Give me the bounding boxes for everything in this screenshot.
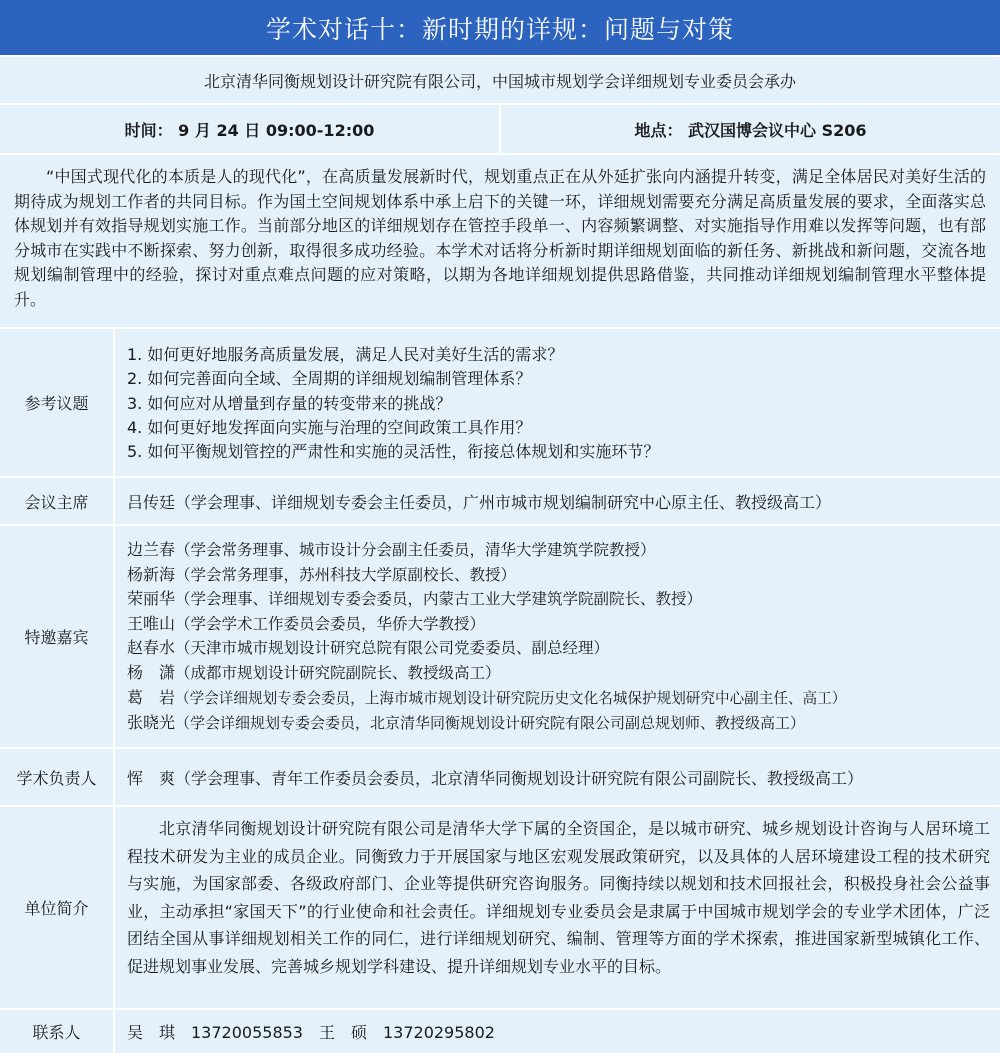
guest-item: [127, 612, 1000, 637]
contact-label: 联系人: [0, 1010, 115, 1053]
guest-desc: （学会理事、详细规划专委会委员，内蒙古工业大学建筑学院副院长、教授）: [175, 590, 703, 609]
guest-desc: （学会常务理事，苏州科技大学原副校长、教授）: [175, 565, 517, 584]
guest-desc: （学会常务理事、城市设计分会副主任委员，清华大学建筑学院教授）: [175, 541, 656, 559]
topic-item: 4. 如何更好地发挥面向实施与治理的空间政策工具作用？: [127, 417, 532, 437]
guest-desc: （学会详细规划专委会委员，上海市城市规划设计研究院历史文化名城保护规划研究中心副主任、高工）: [175, 689, 847, 707]
unit-intro-label: 单位简介: [0, 807, 115, 1008]
organizer-row: [0, 55, 1000, 103]
guest-name: 杨 潇: [127, 662, 176, 682]
chair-desc: （学会理事、详细规划专委会主任委员，广州市城市规划编制研究中心原主任、教授级高工）: [175, 492, 832, 512]
guest-desc: （天津市城市规划设计研究总院有限公司党委委员、副总经理）: [175, 639, 610, 658]
guest-name: 赵春水: [127, 638, 176, 658]
guest-name: 王唯山: [127, 613, 176, 633]
guest-item: [127, 711, 1000, 736]
chair-entry: [115, 478, 1000, 524]
summary-row: [0, 153, 1000, 327]
academic-lead-label: 学术负责人: [0, 749, 115, 805]
guest-item: [127, 563, 1000, 588]
guests-row: [0, 524, 1000, 747]
guest-item: [127, 587, 1000, 612]
guests-list: [115, 526, 1000, 747]
organizer-text: 北京清华同衡规划设计研究院有限公司，中国城市规划学会详细规划专业委员会承办: [203, 71, 796, 91]
topic-item: 5. 如何平衡规划管控的严肃性和实施的灵活性，衔接总体规划和实施环节？: [127, 442, 660, 462]
chair-name: 吕传廷: [127, 492, 176, 512]
unit-intro-row: [0, 805, 1000, 1008]
academic-lead-row: [0, 747, 1000, 805]
topics-list: [115, 329, 1000, 476]
guest-item: [127, 686, 1000, 712]
guest-name: 边兰春: [127, 540, 176, 559]
summary-paragraph: “中国式现代化的本质是人的现代化”，在高质量发展新时代，规划重点正在从外延扩张向内涵提升转变，满足全体居民对美好生活的期待成为规划工作者的共同目标。作为国土空间规划体系中承上启下的关键一环，详细规划需要充分满足高质量发展的要求，全面落实总体规划并有效指导规划实施工作。当前部分地区的详细规划存在管控手段单一、内容频繁调整、对实施指导作用难以发挥等问题，也有部分城市在实践中不断探索、努力创新，取得很多成功经验。本学术对话将分析新时期详细规划面临的新任务、新挑战和新问题，交流各地规划编制管理中的经验，探讨对重点难点问题的应对策略，以期为各地详细规划提供思路借鉴，共同推动详细规划编制管理水平整体提升。: [14, 167, 986, 309]
unit-intro-text: 北京清华同衡规划设计研究院有限公司是清华大学下属的全资国企，是以城市研究、城乡规划设计咨询与人居环境工程技术研发为主业的成员企业。同衡致力于开展国家与地区宏观发展政策研究，以及具体的人居环境建设工程的技术研究与实施，为国家部委、各级政府部门、企业等提供研究咨询服务。同衡持续以规划和技术回报社会，积极投身社会公益事业，主动承担“家国天下”的行业使命和社会责任。详细规划专业委员会是隶属于中国城市规划学会的专业学术团体，广泛团结全国从事详细规划相关工作的同仁，进行详细规划研究、编制、管理等方面的学术探索，推进国家新型城镇化工作、促进规划事业发展、完善城乡规划学科建设、提升详细规划专业水平的目标。: [127, 819, 990, 976]
topics-label: 参考议题: [0, 329, 115, 476]
academic-lead-desc: （学会理事、青年工作委员会委员，北京清华同衡规划设计研究院有限公司副院长、教授级高工）: [175, 768, 864, 788]
chair-row: [0, 476, 1000, 524]
guest-desc: （成都市规划设计研究院副院长、教授级高工）: [175, 663, 501, 682]
academic-lead-entry: [115, 749, 1000, 805]
topics-row: [0, 327, 1000, 476]
guests-label: 特邀嘉宾: [0, 526, 115, 747]
page-title: 学术对话十：新时期的详规：问题与对策: [0, 0, 1000, 55]
guest-desc: （学会详细规划专委会委员，北京清华同衡规划设计研究院有限公司副总规划师、教授级高工）: [175, 714, 806, 733]
topic-item: 2. 如何完善面向全域、全周期的详细规划编制管理体系？: [127, 369, 532, 389]
location-text: 地点： 武汉国博会议中心 S206: [499, 105, 1000, 153]
contact-row: [0, 1008, 1000, 1053]
guest-item: [127, 538, 1000, 563]
contact-text: 吴 琪 13720055853 王 硕 13720295802: [127, 1023, 495, 1042]
topic-item: 1. 如何更好地服务高质量发展，满足人民对美好生活的需求？: [127, 345, 564, 364]
time-text: 时间： 9 月 24 日 09:00-12:00: [124, 120, 375, 140]
chair-label: 会议主席: [0, 478, 115, 524]
academic-lead-name: 恽 爽: [127, 768, 176, 788]
guest-item: [127, 661, 1000, 686]
guest-item: [127, 636, 1000, 661]
guest-name: 杨新海: [127, 564, 176, 584]
time-location-row: [0, 103, 1000, 153]
guest-name: 葛 岩: [127, 687, 176, 707]
guest-name: 张晓光: [127, 713, 176, 733]
guest-desc: （学会学术工作委员会委员，华侨大学教授）: [175, 614, 486, 633]
topic-item: 3. 如何应对从增量到存量的转变带来的挑战？: [127, 393, 452, 413]
guest-name: 荣丽华: [127, 589, 176, 609]
